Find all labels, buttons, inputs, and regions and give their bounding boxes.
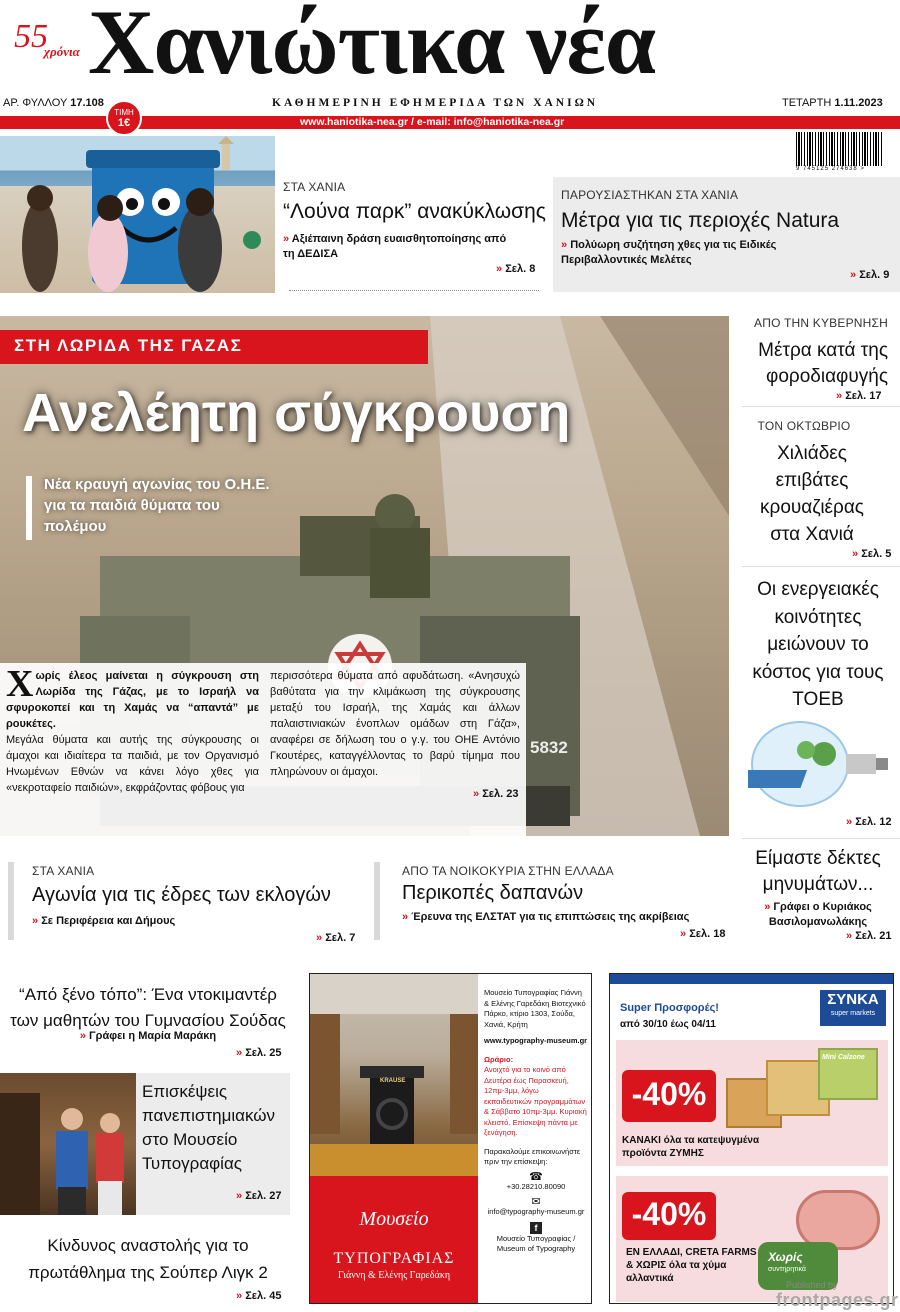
vehicle-number: 5832 [530, 738, 568, 757]
museum-story-page[interactable]: » Σελ. 27 [236, 1190, 282, 1202]
anniversary-logo [10, 18, 90, 68]
side-1-title[interactable]: Μέτρα κατά της φοροδιαφυγής [758, 340, 888, 387]
museum-ad-phone[interactable]: +30.28210.80090 [506, 1182, 566, 1191]
doc-page[interactable]: » Σελ. 25 [236, 1047, 282, 1059]
doc-sub: » Γράφει η Μαρία Μαράκη [4, 1030, 292, 1042]
museum-ad-logo-script: Μουσείο [359, 1208, 429, 1230]
museum-ad-facebook[interactable]: Μουσείο Τυπογραφίας / Museum of Typography [496, 1233, 576, 1253]
synka-logo [820, 990, 886, 1026]
side-1-page[interactable]: » Σελ. 17 [836, 390, 882, 402]
offer-1-percent: -40% [631, 1076, 707, 1112]
row2-a-bar [8, 862, 14, 940]
museum-story-title[interactable]: Επισκέψεις πανεπιστημιακών στο Μουσείο Τυπογραφίας [142, 1082, 276, 1173]
offer-2-text: ΕΝ ΕΛΛΑΔΙ, CRETA FARMS & ΧΩΡΙΣ όλα τα χύμα αλλαντικά [626, 1247, 757, 1284]
lead-col-1-text: Μεγάλα θύματα και αυτής της σύγκρουσης οι άμαχοι και ιδιαίτερα τα παιδιά, με τον Οργανισμό Ηνωμένων Εθνών να κάνει λόγο χθες για «νεκροταφείο παιδιών», εκφράζοντας φόβους για [6, 734, 259, 794]
museum-visit-photo [0, 1073, 136, 1215]
synka-logo-sub: super markets [830, 1010, 876, 1017]
museum-ad-photo [310, 974, 478, 1176]
museum-ad-logo-names: Γιάννη & Ελένης Γαρεδάκη [337, 1270, 451, 1281]
tagline: ΚΑΘΗΜΕΡΙΝΗ ΕΦΗΜΕΡΙΔΑ ΤΩΝ ΧΑΝΙΩΝ [272, 97, 599, 109]
day: ΤΕΤΑΡΤΗ [782, 97, 832, 109]
price-value: 1€ [117, 117, 131, 129]
issue-info [3, 97, 104, 109]
facebook-icon: f [530, 1222, 542, 1234]
row2-b-kicker: ΑΠΟ ΤΑ ΝΟΙΚΟΚΥΡΙΑ ΣΤΗΝ ΕΛΛΑΔΑ [402, 864, 614, 878]
barcode [796, 132, 886, 176]
offer-2-pack-label: Χωρίς [768, 1250, 803, 1264]
masthead-title: Χανιώτικα νέα [88, 0, 656, 93]
lead-dropcap: Χ [6, 663, 34, 705]
visitors-scene [0, 1073, 136, 1215]
top-left-title[interactable]: “Λούνα παρκ” ανακύκλωσης [283, 200, 546, 223]
row2-b-bar [374, 862, 380, 940]
side-divider-2 [742, 566, 900, 567]
row2-a-title[interactable]: Αγωνία για τις έδρες των εκλογών [32, 884, 331, 906]
top-left-sub: » Αξιέπαινη δράση ευαισθητοποίησης από τη ΔΕΔΙΣΑ [283, 232, 513, 262]
issue-number: 17.108 [70, 97, 104, 109]
offer-2-percent: -40% [631, 1196, 707, 1232]
league-page[interactable]: » Σελ. 45 [236, 1290, 282, 1302]
top-left-page[interactable]: » Σελ. 8 [496, 263, 536, 275]
row2-b-page[interactable]: » Σελ. 18 [680, 928, 726, 940]
museum-ad-hours: Ανοιχτό για το κοινό από Δευτέρα έως Παρασκευή, 12πμ-3μμ, λόγω εκπαιδευτικών προγραμμάτων & Σάββατο 10πμ-3μμ. Κυριακή κλειστό. Επίσκεψη πάντα με ξενάγηση. [484, 1065, 587, 1137]
museum-ad-info [484, 988, 588, 1255]
top-left-kicker: ΣΤΑ ΧΑΝΙΑ [283, 180, 346, 194]
side-2-page[interactable]: » Σελ. 5 [852, 548, 892, 560]
recycling-scene [0, 136, 275, 293]
watermark-small: Published by [786, 1280, 838, 1290]
synka-ad-top-band [610, 974, 893, 984]
side-2-kicker: ΤΟΝ ΟΚΤΩΒΡΙΟ [757, 419, 851, 433]
anniversary-number: 55 [14, 18, 48, 55]
synka-ad-title: Super Προσφορές! [620, 1002, 719, 1014]
lead-kicker: ΣΤΗ ΛΩΡΙΔΑ ΤΗΣ ΓΑΖΑΣ [14, 336, 243, 355]
museum-ad-email[interactable]: info@typography-museum.gr [487, 1207, 585, 1216]
printing-press-scene [310, 974, 478, 1176]
side-4-page[interactable]: » Σελ. 21 [846, 930, 892, 942]
barcode-digits: 9 745125 274638 > [796, 166, 865, 172]
lead-intro: Χωρίς έλεος μαίνεται η σύγκρουση στη Λωρίδα της Γάζας, με το Ισραήλ να σφυροκοπεί και τη Χαμάς να “απαντά” με ρουκέτες. [6, 663, 259, 730]
row2-b-title[interactable]: Περικοπές δαπανών [402, 882, 584, 904]
offer-2-pack-sub: συντηρητικά [768, 1266, 806, 1273]
side-4-title[interactable]: Είμαστε δέκτες μηνυμάτων... [755, 848, 881, 895]
synka-ad-dates: από 30/10 έως 04/11 [620, 1019, 716, 1030]
side-3-page[interactable]: » Σελ. 12 [846, 816, 892, 828]
synka-logo-name: ΣΥΝΚΑ [827, 991, 879, 1008]
row2-a-sub: » Σε Περιφέρεια και Δήμους [32, 915, 175, 927]
museum-ad-contact-note: Παρακαλούμε επικοινωνήστε πριν την επίσκεψη: [484, 1146, 581, 1166]
side-divider-1 [742, 406, 900, 407]
side-1-kicker: ΑΠΟ ΤΗΝ ΚΥΒΕΡΝΗΣΗ [754, 316, 888, 330]
museum-ad-hours-label: Ωράριο: [484, 1054, 514, 1064]
anniversary-word: χρόνια [44, 44, 80, 59]
side-2-title[interactable]: Χιλιάδες επιβάτες κρουαζιέρας στα Χανιά [760, 443, 864, 545]
press-label: KRAUSE [380, 1078, 406, 1084]
top-left-divider [289, 290, 539, 291]
top-right-sub: » Πολύωρη συζήτηση χθες για τις Ειδικές Περιβαλλοντικές Μελέτες [561, 238, 801, 268]
date: 1.11.2023 [834, 97, 883, 109]
museum-ad-address: Μουσείο Τυπογραφίας Γιάννη & Ελένης Γαρεδάκη Βιοτεχνικό Πάρκο, κτίριο 1303, Σούδα, Χανιά, Κρήτη [484, 988, 586, 1029]
doc-title[interactable]: “Από ξένο τόπο”: Ένα ντοκιμαντέρ των μαθητών του Γυμνασίου Σούδας [10, 985, 286, 1030]
top-right-kicker: ΠΑΡΟΥΣΙΑΣΤΗΚΑΝ ΣΤΑ ΧΑΝΙΑ [561, 188, 739, 202]
price-label: ΤΙΜΗ [114, 108, 134, 117]
phone-icon: ☎ [529, 1170, 543, 1183]
lead-sub: Νέα κραυγή αγωνίας του Ο.Η.Ε. για τα παιδιά θύματα του πολέμου [44, 476, 270, 535]
offer-1-products [722, 1048, 882, 1134]
watermark-big: frontpages.gr [776, 1290, 899, 1310]
lead-title[interactable]: Ανελέητη σύγκρουση [22, 383, 571, 443]
issue-label: ΑΡ. ΦΥΛΛΟΥ [3, 97, 68, 109]
offer-1-text: ΚΑΝΑΚΙ όλα τα κατεψυγμένα προϊόντα ΖΥΜΗΣ [622, 1135, 760, 1159]
lightbulb-icon [748, 718, 898, 810]
row2-a-kicker: ΣΤΑ ΧΑΝΙΑ [32, 864, 95, 878]
lead-col-2-text: περισσότερα θύματα από αφυδάτωση. «Ανησυχώ βαθύτατα για την κλιμάκωση της σύγκρουσης μεταξύ του Ισραήλ, της Χαμάς και άλλων παλαιστινιακών ένοπλων ομάδων στη Γάζα», αναφέρει σε δήλωση του ο γ.γ. του ΟΗΕ Αντόνιο Γκουτέρες, καταγγέλλοντας το βαρύ τίμημα που πληρώνουν οι άμαχοι. [270, 670, 520, 778]
lead-sub-bar [26, 476, 32, 540]
side-4-sub: » Γράφει ο Κυριάκος Βασιλομανωλάκης [744, 900, 892, 930]
row2-a-page[interactable]: » Σελ. 7 [316, 932, 356, 944]
top-right-page[interactable]: » Σελ. 9 [850, 269, 890, 281]
recycling-photo [0, 136, 275, 293]
date-info [782, 97, 883, 109]
lead-col-1 [6, 663, 259, 796]
side-3-title[interactable]: Οι ενεργειακές κοινότητες μειώνουν το κόστος για τους ΤΟΕΒ [752, 579, 884, 710]
museum-ad-logo-block [310, 1176, 478, 1303]
top-right-title[interactable]: Μέτρα για τις περιοχές Natura [561, 209, 840, 232]
email-icon: ✉ [531, 1195, 541, 1208]
lead-page[interactable]: » Σελ. 23 [473, 788, 519, 800]
side-divider-3 [742, 838, 900, 839]
website-line[interactable]: www.haniotika-nea.gr / e-mail: info@haniotika-nea.gr [300, 116, 565, 128]
museum-ad-site[interactable]: www.typography-museum.gr [484, 1036, 588, 1045]
museum-ad-logo-title: ΤΥΠΟΓΡΑΦΙΑΣ [333, 1250, 455, 1267]
league-title[interactable]: Κίνδυνος αναστολής για το πρωτάθλημα της Σούπερ Λιγκ 2 [28, 1236, 268, 1282]
offer-1-pack-label: Mini Calzone [822, 1054, 865, 1061]
row2-b-sub: » Έρευνα της ΕΛΣΤΑΤ για τις επιπτώσεις της ακρίβειας [402, 911, 689, 923]
price-badge [106, 100, 142, 136]
lightbulb-illustration [748, 718, 898, 810]
